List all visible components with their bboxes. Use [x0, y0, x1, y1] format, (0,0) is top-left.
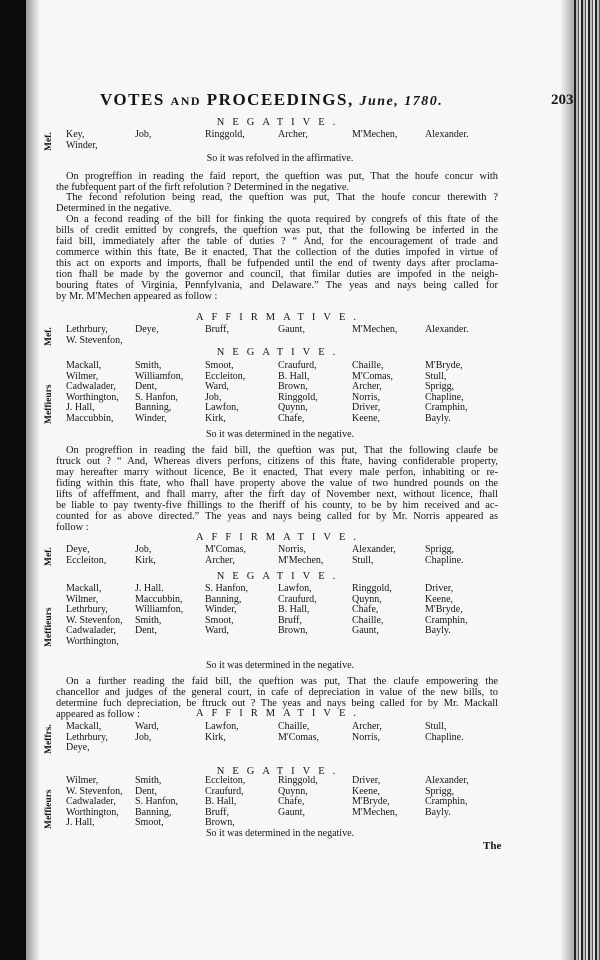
vote-column	[278, 545, 323, 566]
vote-heading: AFFIRMATIVE.	[195, 708, 365, 719]
page-number: 203	[551, 92, 574, 108]
vote-column	[205, 776, 245, 829]
catchword: The	[483, 840, 502, 852]
paragraph-line: On a further reading the faid bill, the queftion was put, That the claufe empowering the	[66, 676, 498, 687]
member-name: Deye,	[66, 742, 90, 753]
member-name: B. Hall,	[278, 604, 310, 615]
member-name: Brown,	[278, 625, 308, 636]
member-name: Norris,	[352, 391, 381, 403]
member-name: Dent,	[135, 381, 157, 392]
vote-heading: NEGATIVE.	[216, 117, 344, 128]
member-name: Wilmer,	[66, 775, 99, 786]
vote-column	[278, 325, 305, 336]
paragraph-line: On a fecond reading of the bill for finking the quota required by congrefs of this ftate of the	[66, 214, 498, 225]
member-name: Bruff,	[205, 806, 229, 818]
member-name: Kirk,	[205, 412, 226, 424]
vote-column	[66, 130, 98, 151]
member-name: Gaunt,	[278, 806, 305, 818]
paragraph-line: bills of credit emitted by congrefs, the queftion was put, that the following be inferted in the	[56, 225, 498, 236]
vote-heading: NEGATIVE.	[216, 347, 344, 358]
vote-list	[0, 545, 600, 566]
paragraph-line: by Mr. M'Mechen appeared as follow :	[56, 291, 218, 302]
member-name: Cramphin,	[425, 402, 468, 413]
member-name: Ward,	[205, 381, 229, 392]
paragraph-line: the fubfequent part of the firft refolution ? Determined in the negative.	[56, 182, 350, 193]
member-name: Archer,	[352, 721, 382, 732]
member-name: J. Hall,	[66, 817, 95, 828]
vote-column	[278, 722, 319, 743]
member-name: Wilmer,	[66, 370, 99, 382]
member-name: S. Hanfon,	[135, 796, 179, 807]
member-name: M'Bryde,	[425, 604, 463, 615]
member-name: Craufurd,	[278, 360, 317, 371]
vote-column	[135, 130, 151, 141]
member-name: M'Mechen,	[278, 554, 324, 566]
member-name: W. Stevenfon,	[66, 334, 123, 346]
member-name: Dent,	[135, 785, 157, 797]
member-name: Quynn,	[278, 402, 308, 413]
vote-list	[0, 325, 600, 346]
member-name: Sprigg,	[425, 381, 455, 392]
paragraph-line: this act on exports and imports, fhall be fufpended until the end of twenty days after proclama-	[56, 258, 498, 269]
member-name: Smith,	[135, 360, 162, 371]
member-name: Archer,	[278, 129, 308, 140]
member-name: Wilmer,	[66, 593, 99, 605]
member-name: Chafe,	[278, 796, 305, 807]
vote-column	[205, 361, 245, 424]
vote-list	[0, 776, 600, 829]
member-name: Lethrbury,	[66, 731, 108, 743]
member-name: Worthington,	[66, 806, 119, 818]
member-name: Banning,	[205, 593, 242, 605]
member-name: Banning,	[135, 806, 172, 818]
member-name: Smith,	[135, 614, 162, 626]
paragraph-line: counted for as above directed.” The yeas and nays being called for by Mr. Norris appeared as	[56, 511, 498, 522]
member-name: Brown,	[278, 381, 308, 392]
paragraph	[56, 192, 498, 214]
member-name: Ringgold,	[278, 775, 318, 786]
vote-column	[352, 545, 396, 566]
member-name: M'Comas,	[205, 544, 246, 555]
paragraph-line: fiding within this ftate, who fhall have property above the value of two hundred pounds on the	[56, 478, 498, 489]
paragraph	[56, 445, 498, 533]
paragraph-line: faid bill, immediately after the table of duties ? “ And, for the encouragement of trade and	[56, 236, 498, 247]
member-name: Chaille,	[278, 721, 310, 732]
vote-column	[352, 776, 397, 818]
member-name: Driver,	[352, 775, 381, 786]
paragraph-line: On progreffion in reading the faid bill, the queftion was put, That the following claufe be	[66, 445, 498, 456]
member-name: Quynn,	[278, 785, 308, 797]
member-name: Driver,	[352, 402, 381, 413]
member-name: Mackall,	[66, 360, 102, 371]
member-name: Job,	[135, 544, 152, 555]
vote-list	[0, 361, 600, 424]
vote-column	[205, 584, 248, 637]
member-name: Keene,	[352, 785, 381, 797]
members-label: Meffieurs	[44, 384, 54, 424]
member-name: Smoot,	[205, 614, 234, 626]
vote-column	[278, 361, 318, 424]
member-name: Maccubbin,	[66, 412, 114, 424]
member-name: M'Bryde,	[425, 360, 463, 371]
member-name: Alexander,	[352, 544, 396, 555]
member-name: M'Mechen,	[352, 806, 398, 818]
paragraph-line: determine fuch depreciation, be ftruck out ? The yeas and nays being called for by Mr. Mackall	[56, 698, 498, 709]
vote-list	[0, 722, 600, 754]
member-name: Stull,	[425, 370, 447, 382]
header-title-and: AND	[170, 94, 202, 108]
member-name: Williamfon,	[135, 604, 184, 615]
member-name: W. Stevenfon,	[66, 614, 123, 626]
member-name: Winder,	[205, 604, 237, 615]
member-name: Keene,	[425, 593, 454, 605]
member-name: Chaille,	[352, 614, 384, 626]
member-name: Eccleiton,	[205, 370, 246, 382]
member-name: Lethrbury,	[66, 604, 108, 615]
vote-column	[352, 130, 397, 141]
vote-column	[425, 722, 464, 743]
member-name: Winder,	[66, 139, 98, 151]
members-label: Mef.	[44, 547, 54, 566]
members-label: Meffrs.	[44, 723, 54, 754]
vote-column	[425, 130, 469, 141]
member-name: S. Hanfon,	[205, 583, 249, 594]
paragraph-line: lifts of affeffment, and fhall marry, after the firft day of November next, without licence, fhall	[56, 489, 498, 500]
member-name: Maccubbin,	[135, 593, 183, 605]
paragraph-line: may hereafter marry without licence, Be it enacted, That every male perfon, inhabiting or re-	[56, 467, 498, 478]
member-name: Alexander.	[425, 324, 469, 335]
member-name: M'Comas,	[278, 731, 319, 743]
vote-heading: NEGATIVE.	[216, 571, 344, 582]
member-name: Bruff,	[205, 324, 229, 335]
member-name: Chapline.	[425, 554, 464, 566]
member-name: Gaunt,	[278, 324, 305, 335]
vote-column	[425, 584, 468, 637]
paragraph	[56, 214, 498, 302]
member-name: Bayly.	[425, 806, 451, 818]
vote-column	[278, 130, 308, 141]
member-name: Eccleiton,	[205, 775, 246, 786]
member-name: Bruff,	[278, 614, 302, 626]
vote-column	[205, 722, 239, 743]
vote-column	[66, 584, 123, 647]
vote-column	[278, 584, 317, 637]
member-name: Lawfon,	[205, 721, 239, 732]
vote-column	[135, 325, 159, 336]
vote-result: So it was determined in the negative.	[205, 429, 355, 440]
member-name: Norris,	[352, 731, 381, 743]
member-name: Cadwalader,	[66, 625, 116, 636]
vote-column	[205, 545, 246, 566]
vote-column	[425, 776, 469, 818]
vote-column	[66, 722, 108, 754]
member-name: M'Mechen,	[352, 129, 398, 140]
member-name: Key,	[66, 129, 85, 140]
vote-column	[205, 325, 229, 336]
member-name: M'Bryde,	[352, 796, 390, 807]
member-name: Sprigg,	[425, 544, 455, 555]
member-name: Craufurd,	[278, 593, 317, 605]
paragraph-line: tion fhall be made by the governor and council, that fimilar duties are impofed in the neigh-	[56, 269, 498, 280]
member-name: Chapline.	[425, 731, 464, 743]
paragraph	[56, 171, 498, 193]
member-name: Lethrbury,	[66, 324, 108, 335]
member-name: Ward,	[205, 625, 229, 636]
member-name: Brown,	[205, 817, 235, 828]
member-name: Smoot,	[205, 360, 234, 371]
member-name: Dent,	[135, 625, 157, 636]
member-name: W. Stevenfon,	[66, 785, 123, 797]
paragraph-line: be liable to pay twenty-five fhillings to the fheriff of his county, to be by him received and ac-	[56, 500, 498, 511]
member-name: Ringgold,	[278, 391, 318, 403]
member-name: Eccleiton,	[66, 554, 107, 566]
member-name: M'Mechen,	[352, 324, 398, 335]
member-name: Deye,	[135, 324, 159, 335]
member-name: S. Hanfon,	[135, 391, 179, 403]
vote-column	[135, 361, 183, 424]
paragraph-line: The fecond refolution being read, the queftion was put, That the houfe concur therewith ?	[66, 192, 498, 203]
vote-column	[425, 361, 468, 424]
paragraph-line: On progreffion in reading the faid report, the queftion was put, That the houfe concur with	[66, 171, 498, 182]
member-name: J. Hall.	[135, 583, 164, 594]
header-title-b: PROCEEDINGS,	[206, 90, 354, 109]
member-name: Williamfon,	[135, 370, 184, 382]
member-name: Ward,	[135, 721, 159, 732]
member-name: Archer,	[205, 554, 235, 566]
paragraph-line: follow :	[56, 522, 89, 533]
member-name: Archer,	[352, 381, 382, 392]
paragraph-line: commerce within this ftate, Be it enacted, That the collection of the duties impofed in virtue of	[56, 247, 498, 258]
vote-column	[135, 722, 159, 743]
paragraph-line: bouring ftates of Virginia, Pennfylvania, and Delaware.” The yeas and nays being called for	[56, 280, 498, 291]
member-name: Chafe,	[352, 604, 379, 615]
vote-column	[425, 545, 464, 566]
vote-result: So it was determined in the negative.	[205, 660, 355, 671]
member-name: Ringgold,	[205, 129, 245, 140]
members-label: Meffieurs	[44, 607, 54, 647]
header-date: June, 1780.	[359, 94, 444, 109]
paragraph-line: ftruck out ? “ And, Whereas divers perfons, citizens of this ftate, having confiderable property,	[56, 456, 498, 467]
vote-column	[205, 130, 245, 141]
member-name: Cadwalader,	[66, 381, 116, 392]
vote-heading: AFFIRMATIVE.	[195, 532, 365, 543]
member-name: Job,	[135, 129, 152, 140]
member-name: B. Hall,	[278, 370, 310, 382]
member-name: Bayly.	[425, 625, 451, 636]
vote-column	[66, 325, 123, 346]
members-label: Meffieurs	[44, 788, 54, 829]
vote-column	[66, 361, 119, 424]
vote-column	[135, 584, 183, 637]
member-name: B. Hall,	[205, 796, 237, 807]
member-name: Lawfon,	[278, 583, 312, 594]
paragraph-line: Determined in the negative.	[56, 203, 172, 214]
vote-column	[425, 325, 469, 336]
vote-column	[66, 776, 123, 829]
vote-column	[66, 545, 106, 566]
vote-column	[135, 545, 156, 566]
member-name: Winder,	[135, 412, 167, 424]
member-name: Norris,	[278, 544, 307, 555]
member-name: Worthington,	[66, 635, 119, 647]
vote-result: So it was refolved in the affirmative.	[206, 153, 354, 164]
member-name: Cadwalader,	[66, 796, 116, 807]
member-name: Worthington,	[66, 391, 119, 403]
member-name: Alexander.	[425, 129, 469, 140]
member-name: Job,	[135, 731, 152, 743]
member-name: Mackall,	[66, 721, 102, 732]
vote-list	[0, 584, 600, 647]
members-label: Mef.	[44, 327, 54, 346]
members-label: Mef.	[44, 132, 54, 151]
vote-heading: AFFIRMATIVE.	[195, 312, 365, 323]
vote-result: So it was determined in the negative.	[205, 828, 355, 839]
member-name: Cramphin,	[425, 796, 468, 807]
vote-column	[278, 776, 318, 818]
member-name: Keene,	[352, 412, 381, 424]
member-name: M'Comas,	[352, 370, 393, 382]
member-name: Smith,	[135, 775, 162, 786]
vote-column	[352, 325, 397, 336]
member-name: Quynn,	[352, 593, 382, 605]
vote-column	[352, 584, 392, 637]
member-name: Alexander,	[425, 775, 469, 786]
member-name: Kirk,	[205, 731, 226, 743]
member-name: Driver,	[425, 583, 454, 594]
member-name: J. Hall,	[66, 402, 95, 413]
member-name: Cramphin,	[425, 614, 468, 626]
vote-column	[135, 776, 178, 829]
member-name: Job,	[205, 391, 222, 403]
member-name: Kirk,	[135, 554, 156, 566]
running-header	[100, 90, 443, 110]
member-name: Craufurd,	[205, 785, 244, 797]
member-name: Stull,	[425, 721, 447, 732]
vote-heading: NEGATIVE.	[216, 766, 344, 777]
member-name: Stull,	[352, 554, 374, 566]
member-name: Banning,	[135, 402, 172, 413]
vote-column	[352, 722, 382, 743]
vote-column	[352, 361, 393, 424]
member-name: Deye,	[66, 544, 90, 555]
member-name: Chaille,	[352, 360, 384, 371]
paragraph-line: chancellor and judges of the general court, in cafe of depreciation in value of the new bills, to	[56, 687, 498, 698]
member-name: Sprigg,	[425, 785, 455, 797]
member-name: Chafe,	[278, 412, 305, 424]
member-name: Gaunt,	[352, 625, 379, 636]
paragraph-line: appeared as follow :	[56, 709, 140, 720]
member-name: Bayly.	[425, 412, 451, 424]
member-name: Chapline,	[425, 391, 464, 403]
header-title-a: VOTES	[100, 90, 165, 109]
member-name: Lawfon,	[205, 402, 239, 413]
member-name: Mackall,	[66, 583, 102, 594]
member-name: Ringgold,	[352, 583, 392, 594]
member-name: Smoot,	[135, 817, 164, 828]
vote-list	[0, 130, 600, 151]
